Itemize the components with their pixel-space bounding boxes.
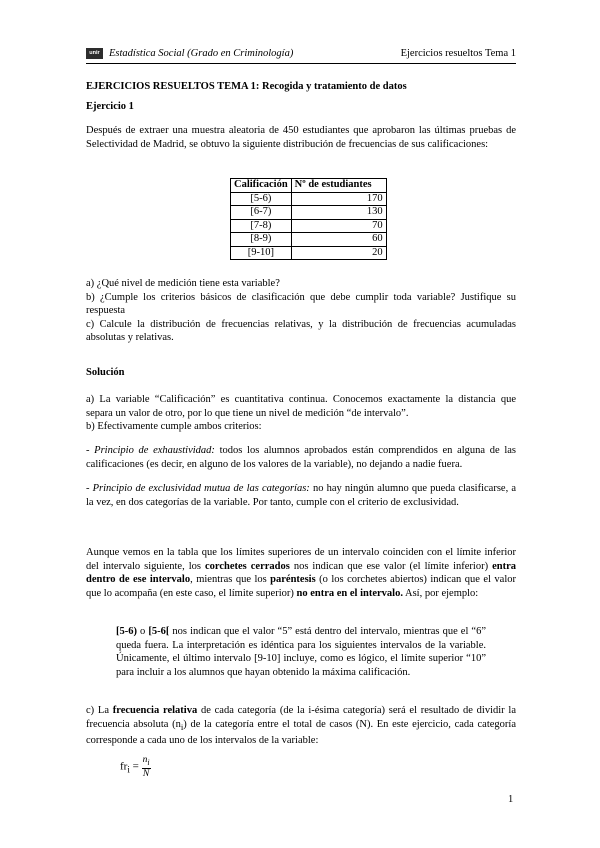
page-header	[86, 47, 516, 64]
interval-cell: [5-6)	[231, 192, 292, 206]
unir-logo: unir	[86, 48, 103, 59]
brackets-paragraph	[86, 546, 516, 600]
interval-cell: [7-8)	[231, 219, 292, 233]
exhaustivity-paragraph	[86, 444, 516, 471]
table-header-row	[231, 179, 387, 193]
exclusivity-label: - Principio de exclusividad mutua de las categorías:	[86, 483, 310, 494]
page-title: EJERCICIOS RESUELTOS TEMA 1: Recogida y tratamiento de datos	[86, 81, 407, 92]
count-cell: 60	[291, 233, 386, 247]
count-cell: 70	[291, 219, 386, 233]
questions-list	[86, 277, 516, 345]
text-run: ) de la categoría entre el total de casos (N). En este ejercicio, cada categoría corresponde a cada uno de los intervalos de la variable:	[86, 718, 516, 747]
text-run: Así, por ejemplo:	[402, 587, 479, 599]
bold-run: [5-6)	[116, 626, 137, 637]
column-header: Nº de estudiantes	[291, 179, 386, 193]
answer-b: b) Efectivamente cumple ambos criterios:	[86, 421, 262, 432]
table-row	[231, 246, 387, 260]
frequency-table	[230, 178, 387, 260]
formula-equals: =	[129, 760, 142, 773]
header-document-title: Ejercicios resueltos Tema 1	[400, 48, 516, 59]
text-run: de cada categoría (de la i-ésima categoría) será el resultado de dividir la frecuencia absoluta (n	[86, 705, 517, 730]
table-row	[231, 206, 387, 220]
table-row	[231, 192, 387, 206]
intro-paragraph: Después de extraer una muestra aleatoria de 450 estudiantes que aprobaron las últimas pruebas de Selectividad de Madrid, se obtuvo la siguiente distribución de frecuencias de sus calificaciones:	[86, 125, 516, 150]
exercise-heading: Ejercicio 1	[86, 101, 134, 112]
numerator-n: n	[142, 755, 148, 765]
interval-cell: [8-9)	[231, 233, 292, 247]
text-run: o	[137, 626, 149, 637]
bold-run: paréntesis	[270, 574, 316, 585]
table-row	[231, 219, 387, 233]
numerator-sub: i	[147, 757, 150, 767]
bold-run: [5-6[	[148, 626, 170, 637]
subscript: i	[180, 721, 184, 732]
formula-fraction	[142, 755, 151, 779]
solution-heading: Solución	[86, 367, 125, 378]
count-cell: 170	[291, 192, 386, 206]
answer-a: a) La variable “Calificación” es cuantitativa continua. Conocemos exactamente la distancia que separa un valor de otro, por lo que tiene un nivel de medición “de intervalo”.	[86, 394, 516, 419]
column-header: Calificación	[231, 179, 292, 193]
interval-cell: [6-7)	[231, 206, 292, 220]
bold-run: entra dentro de ese intervalo	[86, 560, 516, 585]
bold-run: no entra en el intervalo.	[296, 587, 403, 599]
text-run: , mientras que los	[190, 574, 271, 585]
question-c: c) Calcule la distribución de frecuencias relativas, y la distribución de frecuencias acumuladas absolutas y relativas.	[86, 318, 516, 343]
bold-run: corchetes cerrados	[204, 560, 290, 572]
text-run: Aunque vemos en la tabla que los límites superiores de un intervalo coinciden con el límite inferior del intervalo siguiente, los	[86, 547, 516, 572]
interval-cell: [9-10]	[231, 246, 292, 260]
formula-lhs: fr	[120, 760, 128, 773]
exclusivity-paragraph	[86, 482, 516, 509]
exhaustivity-text: todos los alumnos aprobados están comprendidos en alguna de las calificaciones (es decir, en alguno de los valores de la variable), no dejando a nadie fuera.	[86, 445, 517, 470]
formula-numerator	[142, 755, 151, 769]
table-row	[231, 233, 387, 247]
question-a: a) ¿Qué nivel de medición tiene esta variable?	[86, 278, 280, 289]
text-run: nos indican que el valor “5” está dentro del intervalo, mientras que el “6” queda fuera. La interpretación es idéntica para los siguientes intervalos de la variable. Únicamente, el último intervalo [9-10] incluye, como es lógico, el límite superior “10” para incluir a los alumnos que hayan obtenido la máxima calificación.	[116, 626, 486, 678]
header-course-title: Estadística Social (Grado en Criminología)	[109, 48, 294, 59]
formula-denominator: N	[142, 768, 150, 779]
count-cell: 20	[291, 246, 386, 260]
formula-lhs-sub: i	[127, 764, 130, 775]
example-paragraph	[116, 625, 486, 679]
exclusivity-text: no hay ningún alumno que pueda clasificarse, a la vez, en dos categorías de la variable. Por tanto, cumple con el criterio de exclusividad.	[86, 483, 516, 508]
page-number: 1	[508, 794, 514, 805]
text-run: (o los corchetes abiertos) indican que el valor que lo acompaña (en este caso, el límite superior)	[86, 574, 516, 599]
count-cell: 130	[291, 206, 386, 220]
exhaustivity-label: - Principio de exhaustividad:	[86, 445, 215, 456]
text-run: c) La	[86, 705, 113, 716]
bold-run: frecuencia relativa	[112, 705, 198, 716]
answer-c	[86, 704, 516, 748]
relative-frequency-formula	[120, 755, 151, 779]
text-run: nos indican que ese valor (el límite inferior)	[289, 560, 493, 572]
question-b: b) ¿Cumple los criterios básicos de clasificación que debe cumplir toda variable? Justifique su respuesta	[86, 291, 516, 316]
